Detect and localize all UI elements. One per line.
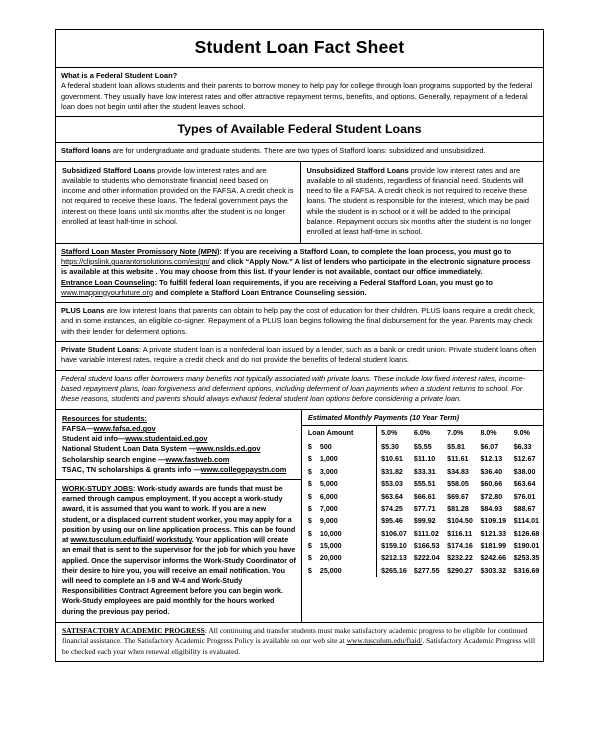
cell-payment: $34.83 (447, 467, 469, 476)
cell-payment: $76.01 (513, 492, 536, 501)
types-heading-box (55, 116, 544, 142)
cell-payment: $12.13 (480, 455, 503, 464)
types-heading: Types of Available Federal Student Loans (177, 122, 422, 137)
cell-payment: $242.66 (480, 554, 507, 563)
resources-and-payments-row (55, 409, 544, 622)
cell-payment: $5.30 (381, 443, 399, 452)
column-header-rate: 8.0% (480, 428, 497, 437)
resource-link[interactable]: www.studentaid.ed.gov (125, 434, 208, 444)
resource-item (62, 465, 296, 475)
resources-block (56, 410, 301, 480)
cell-payment: $84.93 (480, 504, 503, 513)
cell-loan-amount (302, 490, 377, 502)
mpn-text-1: : If you are receiving a Stafford Loan, to complete the loan process, you must go to (219, 246, 512, 256)
cell-payment: $104.50 (447, 517, 473, 526)
stafford-intro-text (61, 146, 538, 156)
resource-label: TSAC, TN scholarships & grants info — (62, 464, 201, 474)
cell-payment: $222.04 (413, 554, 440, 563)
cell-payment: $5.55 (413, 443, 432, 452)
dollar-sign: $ (307, 517, 312, 526)
dollar-sign: $ (307, 529, 312, 538)
table-row (302, 441, 543, 453)
cell-payment: $290.27 (447, 566, 473, 575)
intro-heading: What is a Federal Student Loan? (61, 71, 178, 80)
loan-amount-value: 10,000 (319, 529, 342, 538)
plus-label: PLUS Loans (61, 306, 105, 316)
cell-payment: $60.66 (480, 480, 503, 489)
column-header-rate: 7.0% (447, 428, 464, 437)
plus-body: are low interest loans that parents can obtain to help pay the cost of education for their children. PLUS loans require a credit check, and in some instances, an eligible co-signer. Repayment of a PLUS loan begins following the final disbursement for the year. Parents may check with their lender for deferment options. (61, 306, 536, 336)
private-label: Private Student Loans (61, 345, 140, 355)
loan-amount-value: 25,000 (319, 566, 342, 575)
subsidized-body: provide low interest rates and are available to students who demonstrate financial need based on income and other information provided on the FAFSA. A credit check is not required to receive these loans. The federal government pays the interest on these loans until six months after the student is no longer enrolled at least half-time in school. (62, 165, 294, 227)
counseling-text-3: and complete a Stafford Loan Entrance Counseling session. (153, 287, 367, 297)
cell-payment: $106.07 (381, 529, 407, 538)
cell-payment: $316.69 (513, 566, 540, 575)
table-row (302, 552, 543, 564)
resource-link[interactable]: www.collegepaystn.com (200, 464, 287, 474)
resource-label: FAFSA— (62, 424, 94, 434)
dollar-sign: $ (307, 554, 312, 563)
column-header-rate: 9.0% (513, 428, 530, 437)
cell-loan-amount (302, 453, 377, 465)
plus-loans-section (55, 302, 544, 341)
sap-text-1: : All continuing and transfer students must make satisfactory academic progress to be eligible for continued financial assistance. The Satisfactory Academic Progress Policy is available on our web site at (62, 625, 528, 646)
loan-amount-value: 9,000 (319, 517, 338, 526)
stafford-intro-section (55, 142, 544, 160)
cell-payment: $12.67 (513, 455, 536, 464)
table-row (302, 540, 543, 552)
cell-payment: $190.01 (513, 542, 540, 551)
dollar-sign: $ (307, 566, 312, 575)
federal-benefits-section (55, 370, 544, 409)
sap-text-2: . Satisfactory Academic Progress will be checked each year when renewal eligibility is evaluated. (62, 636, 536, 656)
cell-payment: $33.31 (413, 467, 436, 476)
cell-payment: $88.67 (513, 504, 536, 513)
resource-item (62, 455, 296, 465)
cell-payment: $95.46 (381, 517, 403, 526)
mpn-url-link[interactable]: https://clipslink.guarantorsolutions.com/esign/ (61, 256, 210, 266)
column-header-loan-amount: Loan Amount (302, 426, 377, 441)
column-header-rate: 6.0% (413, 428, 431, 437)
sap-url-link[interactable]: www.tusculum.edu/fiaid/ (346, 636, 423, 646)
cell-loan-amount (302, 466, 377, 478)
cell-payment: $212.13 (381, 554, 407, 563)
loan-amount-value: 1,000 (319, 455, 338, 464)
private-paragraph (61, 345, 538, 366)
cell-loan-amount (302, 552, 377, 564)
cell-loan-amount (302, 441, 377, 453)
cell-loan-amount (302, 540, 377, 552)
cell-payment: $10.61 (381, 455, 403, 464)
loan-amount-value: 500 (319, 443, 332, 452)
mpn-paragraph (61, 247, 538, 278)
cell-payment: $11.61 (447, 455, 469, 464)
resource-item (62, 444, 296, 454)
resource-link[interactable]: www.fafsa.ed.gov (93, 424, 156, 434)
resource-link[interactable]: www.fastweb.com (165, 454, 230, 464)
loan-amount-value: 6,000 (319, 492, 338, 501)
loan-amount-value: 7,000 (319, 504, 338, 513)
cell-payment: $77.71 (413, 504, 436, 513)
table-row (302, 527, 543, 539)
resource-item (62, 424, 296, 434)
intro-section (55, 67, 544, 116)
dollar-sign: $ (307, 455, 312, 464)
resources-heading: Resources for students: (62, 413, 148, 423)
cell-payment: $53.03 (381, 480, 403, 489)
sap-label: SATISFACTORY ACADEMIC PROGRESS (62, 625, 205, 635)
counseling-text-1: : To fulfill federal loan requirements, if you are receiving a (154, 277, 360, 287)
dollar-sign: $ (307, 467, 312, 476)
cell-payment: $66.61 (413, 492, 436, 501)
fact-sheet-document (55, 29, 544, 662)
loan-amount-value: 20,000 (319, 554, 342, 563)
counseling-bold-term: Federal Stafford Loan (359, 277, 436, 287)
cell-payment: $5.81 (447, 443, 465, 452)
work-study-label: WORK-STUDY JOBS (62, 484, 133, 494)
plus-paragraph (61, 306, 538, 337)
work-study-text-1: : Work-study awards are funds that must be earned through campus employment. If you accept a work-study award, it is assumed that you want to work. If you are a new student, or a displaced current student worker, you may apply for a position by using our on line application process. This can be found at (62, 484, 296, 545)
private-loans-section (55, 341, 544, 370)
federal-benefits-text: Federal student loans offer borrowers many benefits not typically associated with private loans. These include low fixed interest rates, income-based repayment plans, loan forgiveness and deferment options, including deferment of loan payments when a student returns to school. For these reasons, students and parents should always exhaust federal student loan options before considering a private loan. (61, 373, 526, 404)
counseling-text-2: , you must go to (435, 277, 493, 287)
work-study-url-link[interactable]: www.tusculum.edu/fiaid/ workstudy (70, 535, 192, 545)
table-row (302, 466, 543, 478)
unsubsidized-column (300, 162, 544, 243)
resource-label: Student aid info— (62, 434, 126, 444)
private-body: : A private student loan is a nonfederal loan issued by a lender, such as a bank or credit union. Private student loans often have variable interest rates, require a credit check and do not provide the benefits of federal student loans. (61, 345, 537, 365)
cell-payment: $69.67 (447, 492, 469, 501)
resource-label: National Student Loan Data System — (62, 444, 197, 454)
stafford-intro-lead: Stafford loans (61, 146, 111, 156)
cell-payment: $253.35 (513, 554, 540, 563)
table-row (302, 453, 543, 465)
entrance-counseling-label: Entrance Loan Counseling (61, 277, 155, 287)
cell-payment: $114.01 (513, 517, 539, 526)
dollar-sign: $ (307, 504, 312, 513)
stafford-intro-rest: are for undergraduate and graduate students. There are two types of Stafford loans: subsidized and unsubsidized. (110, 146, 486, 156)
subsidized-column (56, 162, 300, 243)
loan-amount-value: 3,000 (319, 467, 338, 476)
cell-payment: $277.55 (413, 566, 440, 575)
cell-payment: $6.07 (480, 443, 499, 452)
document-title-box (55, 29, 544, 67)
dollar-sign: $ (307, 542, 312, 551)
cell-payment: $6.33 (513, 443, 532, 452)
resource-item (62, 434, 296, 444)
cell-payment: $36.40 (480, 467, 503, 476)
payments-table-title: Estimated Monthly Payments (10 Year Term) (302, 410, 543, 426)
cell-payment: $63.64 (513, 480, 536, 489)
cell-payment: $109.19 (480, 517, 507, 526)
cell-loan-amount (302, 503, 377, 515)
cell-payment: $181.99 (480, 542, 507, 551)
mpn-section (55, 243, 544, 302)
cell-payment: $81.28 (447, 504, 469, 513)
cell-loan-amount (302, 515, 377, 527)
cell-loan-amount (302, 527, 377, 539)
cell-loan-amount (302, 565, 377, 577)
cell-payment: $303.32 (480, 566, 507, 575)
cell-payment: $72.80 (480, 492, 503, 501)
counseling-paragraph (61, 278, 538, 299)
table-row (302, 490, 543, 502)
unsubsidized-text (307, 166, 538, 238)
cell-payment: $111.02 (413, 529, 439, 538)
cell-payment: $166.53 (413, 542, 440, 551)
cell-payment: $31.82 (381, 467, 403, 476)
unsubsidized-label: Unsubsidized Stafford Loans (306, 165, 409, 175)
cell-payment: $63.64 (381, 492, 403, 501)
cell-payment: $159.10 (381, 542, 407, 551)
resource-link[interactable]: www.nslds.ed.gov (196, 444, 261, 454)
intro-body: A federal student loan allows students and their parents to borrow money to help pay for college through loan programs supported by the federal government. They usually have low interest rates and offer attractive repayment terms, benefits, and options. Generally, repayment of a federal loan does not begin until after the student leaves school. (61, 81, 533, 111)
table-row (302, 478, 543, 490)
subsidized-label: Subsidized Stafford Loans (62, 165, 156, 175)
table-row (302, 503, 543, 515)
table-header-row (302, 426, 543, 441)
satisfactory-academic-progress-section (55, 622, 544, 662)
mpn-text-2: and click “Apply Now.” A list of lenders who participate in the electronic signature process is available at this website . You may choose from this list. If your lender is not available, contact our office immediately. (61, 256, 531, 277)
column-header-rate: 5.0% (381, 428, 398, 437)
estimated-monthly-payments-table (302, 426, 543, 577)
loan-amount-value: 15,000 (319, 542, 342, 551)
unsubsidized-body: provide low interest rates and are available to all students, regardless of financial need. Students will need to file a FAFSA. A credit check is not required to receive these loans. The student is responsible for the interest, which may be paid while the student is in school or it will be added to the principal balance. Repayment occurs six months after the student is no longer enrolled at least half-time in school. (306, 165, 532, 237)
cell-payment: $265.16 (381, 566, 407, 575)
cell-payment: $232.22 (447, 554, 473, 563)
cell-payment: $55.51 (413, 480, 436, 489)
work-study-block (56, 480, 301, 622)
cell-payment: $11.10 (413, 455, 436, 464)
resources-column (56, 410, 302, 622)
cell-payment: $174.16 (447, 542, 473, 551)
dollar-sign: $ (307, 443, 312, 452)
payments-column (302, 410, 543, 622)
cell-loan-amount (302, 478, 377, 490)
cell-payment: $116.11 (447, 529, 473, 538)
cell-payment: $58.05 (447, 480, 469, 489)
work-study-text-2: . Your application will create an email that is sent to the supervisor for the job for which you have applied. Once the supervisor informs the Work-Study Coordinator of their desire to hire you, you will receive an email notification. You will need to complete an I-9 and W-4 and Work-Study Responsibilities Contract Agreement before you can begin work. Work-Study employees are paid monthly for the hours worked during the previous pay period. (62, 535, 296, 616)
cell-payment: $74.25 (381, 504, 403, 513)
resource-label: Scholarship search engine — (62, 454, 166, 464)
cell-payment: $38.00 (513, 467, 536, 476)
work-study-paragraph (62, 484, 296, 617)
cell-payment: $99.92 (413, 517, 436, 526)
page-title: Student Loan Fact Sheet (194, 37, 405, 57)
subsidized-text (62, 166, 294, 228)
table-row (302, 515, 543, 527)
table-row (302, 565, 543, 577)
mpn-label: Stafford Loan Master Promissory Note (MPN) (61, 246, 220, 256)
stafford-types-columns (55, 161, 544, 243)
loan-amount-value: 5,000 (319, 480, 338, 489)
dollar-sign: $ (307, 492, 312, 501)
counseling-url-link[interactable]: www.mappingyourfuture.org (61, 287, 154, 297)
dollar-sign: $ (307, 480, 312, 489)
cell-payment: $126.68 (513, 529, 540, 538)
cell-payment: $121.33 (480, 529, 507, 538)
